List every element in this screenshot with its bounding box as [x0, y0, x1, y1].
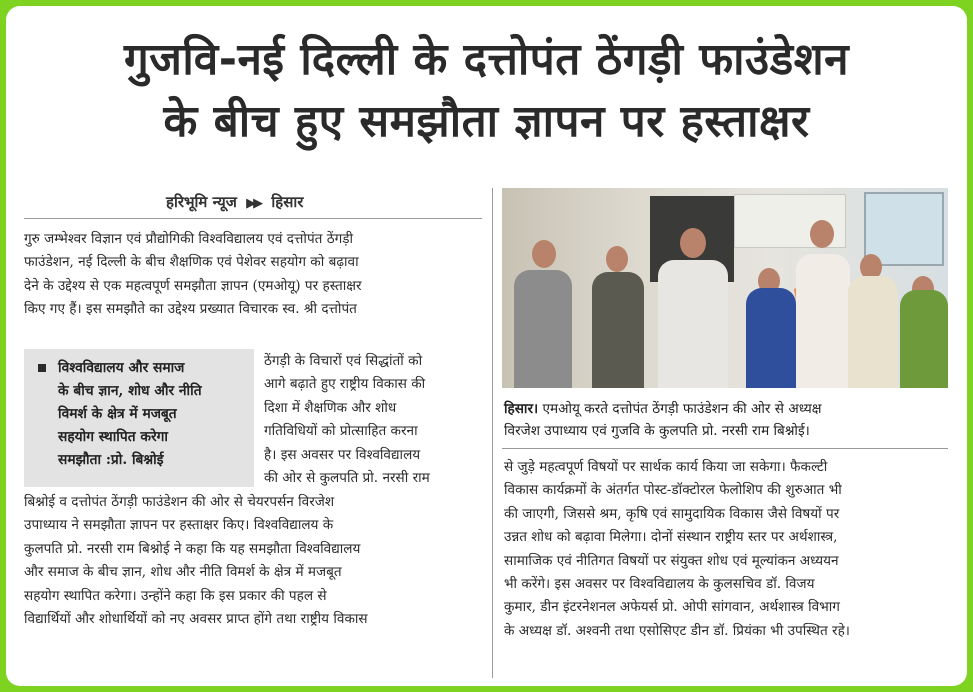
text-line: सामाजिक एवं नीतिगत विषयों पर संयुक्त शोध एवं मूल्यांकन अध्ययन: [504, 552, 839, 569]
text-line: और समाज के बीच ज्ञान, शोध और नीति विमर्श के क्षेत्र में मजबूत: [24, 564, 342, 581]
left-column-narrow: [264, 350, 430, 490]
pull-quote-line: के बीच ज्ञान, शोध और नीति: [58, 383, 202, 399]
text-line: के अध्यक्ष डॉ. अश्वनी तथा एसोसिएट डीन डॉ. प्रियंका भी उपस्थित रहे।: [504, 622, 850, 639]
text-line: विकास कार्यक्रमों के अंतर्गत पोस्ट-डॉक्टोरल फेलोशिप की शुरुआत भी: [504, 482, 842, 499]
pull-quote-line: विश्वविद्यालय और समाज: [58, 360, 185, 376]
news-clipping: [6, 6, 967, 686]
text-line: बिश्नोई व दत्तोपंत ठेंगड़ी फाउंडेशन की ओर से चेयरपर्सन विरजेश: [24, 494, 335, 510]
text-line: किए गए हैं। इस समझौते का उद्देश्य प्रख्यात विचारक स्व. श्री दत्तोपंत: [24, 301, 357, 318]
left-column-bottom: [24, 491, 368, 631]
text-line: गतिविधियों को प्रोत्साहित करना: [264, 423, 418, 440]
text-line: देने के उद्देश्य से एक महत्वपूर्ण समझौता ज्ञापन (एमओयू) पर हस्ताक्षर: [24, 277, 362, 294]
person-figure: [898, 238, 948, 388]
text-line: फाउंडेशन, नई दिल्ली के बीच शैक्षणिक एवं पेशेवर सहयोग को बढ़ावा: [24, 254, 359, 271]
pull-quote: [24, 349, 254, 487]
text-line: ठेंगड़ी के विचारों एवं सिद्धांतों को: [264, 353, 423, 369]
text-line: विद्यार्थियों और शोधार्थियों को नए अवसर प्राप्त होंगे तथा राष्ट्रीय विकास: [24, 611, 368, 628]
byline-place: हिसार: [271, 193, 304, 211]
text-line: कुमार, डीन इंटरनेशनल अफेयर्स प्रो. ओपी सांगवान, अर्थशास्त्र विभाग: [504, 599, 840, 616]
person-figure: [844, 224, 900, 388]
caption-line-2: विरजेश उपाध्याय एवं गुजवि के कुलपति प्रो. नरसी राम बिश्नोई।: [504, 423, 810, 439]
bullet-square-icon: [38, 364, 46, 372]
text-line: सहयोग स्थापित करेगा। उन्होंने कहा कि इस प्रकार की पहल से: [24, 587, 327, 604]
column-divider: [492, 188, 493, 678]
person-figure: [742, 232, 798, 388]
photo-caption: [504, 398, 821, 442]
person-figure: [510, 218, 574, 388]
headline-line-1: गुजवि-नई दिल्ली के दत्तोपंत ठेंगड़ी फाउंडेशन: [123, 34, 850, 85]
text-line: की जाएगी, जिससे श्रम, कृषि एवं सामुदायिक विकास जैसे विषयों पर: [504, 505, 840, 522]
text-line: है। इस अवसर पर विश्वविद्यालय: [264, 446, 421, 463]
text-line: उपाध्याय ने समझौता ज्ञापन पर हस्ताक्षर किए। विश्वविद्यालय के: [24, 517, 334, 534]
text-line: दिशा में शैक्षणिक और शोध: [264, 399, 397, 416]
text-line: आगे बढ़ाते हुए राष्ट्रीय विकास की: [264, 376, 426, 393]
byline-arrows-icon: ▶▶: [246, 196, 261, 211]
pull-quote-line: सहयोग स्थापित करेगा: [58, 429, 168, 445]
text-line: से जुड़े महत्वपूर्ण विषयों पर सार्थक कार्य किया जा सकेगा। फैकल्टी: [504, 459, 828, 475]
byline-agency: हरिभूमि न्यूज: [166, 193, 237, 211]
pull-quote-line: समझौता :प्रो. बिश्नोई: [58, 452, 164, 468]
text-line: गुरु जम्भेश्वर विज्ञान एवं प्रौद्योगिकी विश्वविद्यालय एवं दत्तोपंत ठेंगड़ी: [24, 231, 354, 247]
text-line: कुलपति प्रो. नरसी राम बिश्नोई ने कहा कि यह समझौता विश्वविद्यालय: [24, 540, 361, 557]
left-column-top: [24, 228, 362, 322]
text-line: भी करेंगे। इस अवसर पर विश्वविद्यालय के कुलसचिव डॉ. विजय: [504, 576, 815, 593]
person-figure: [588, 220, 646, 388]
news-photo: [502, 188, 948, 388]
byline-rule: [24, 218, 482, 219]
pull-quote-line: विमर्श के क्षेत्र में मजबूत: [58, 406, 177, 422]
caption-place: हिसार।: [504, 401, 539, 417]
person-figure: [652, 208, 732, 388]
right-column: [504, 456, 850, 643]
caption-rule: [502, 448, 948, 449]
person-figure: [792, 204, 852, 388]
byline: [166, 192, 303, 212]
headline-line-2: के बीच हुए समझौता ज्ञापन पर हस्ताक्षर: [163, 96, 810, 147]
text-line: उन्नत शोध को बढ़ावा मिलेगा। दोनों संस्थान राष्ट्रीय स्तर पर अर्थशास्त्र,: [504, 529, 838, 546]
text-line: की ओर से कुलपति प्रो. नरसी राम: [264, 470, 430, 487]
caption-line-1: एमओयू करते दत्तोपंत ठेंगड़ी फाउंडेशन की ओर से अध्यक्ष: [538, 401, 822, 417]
